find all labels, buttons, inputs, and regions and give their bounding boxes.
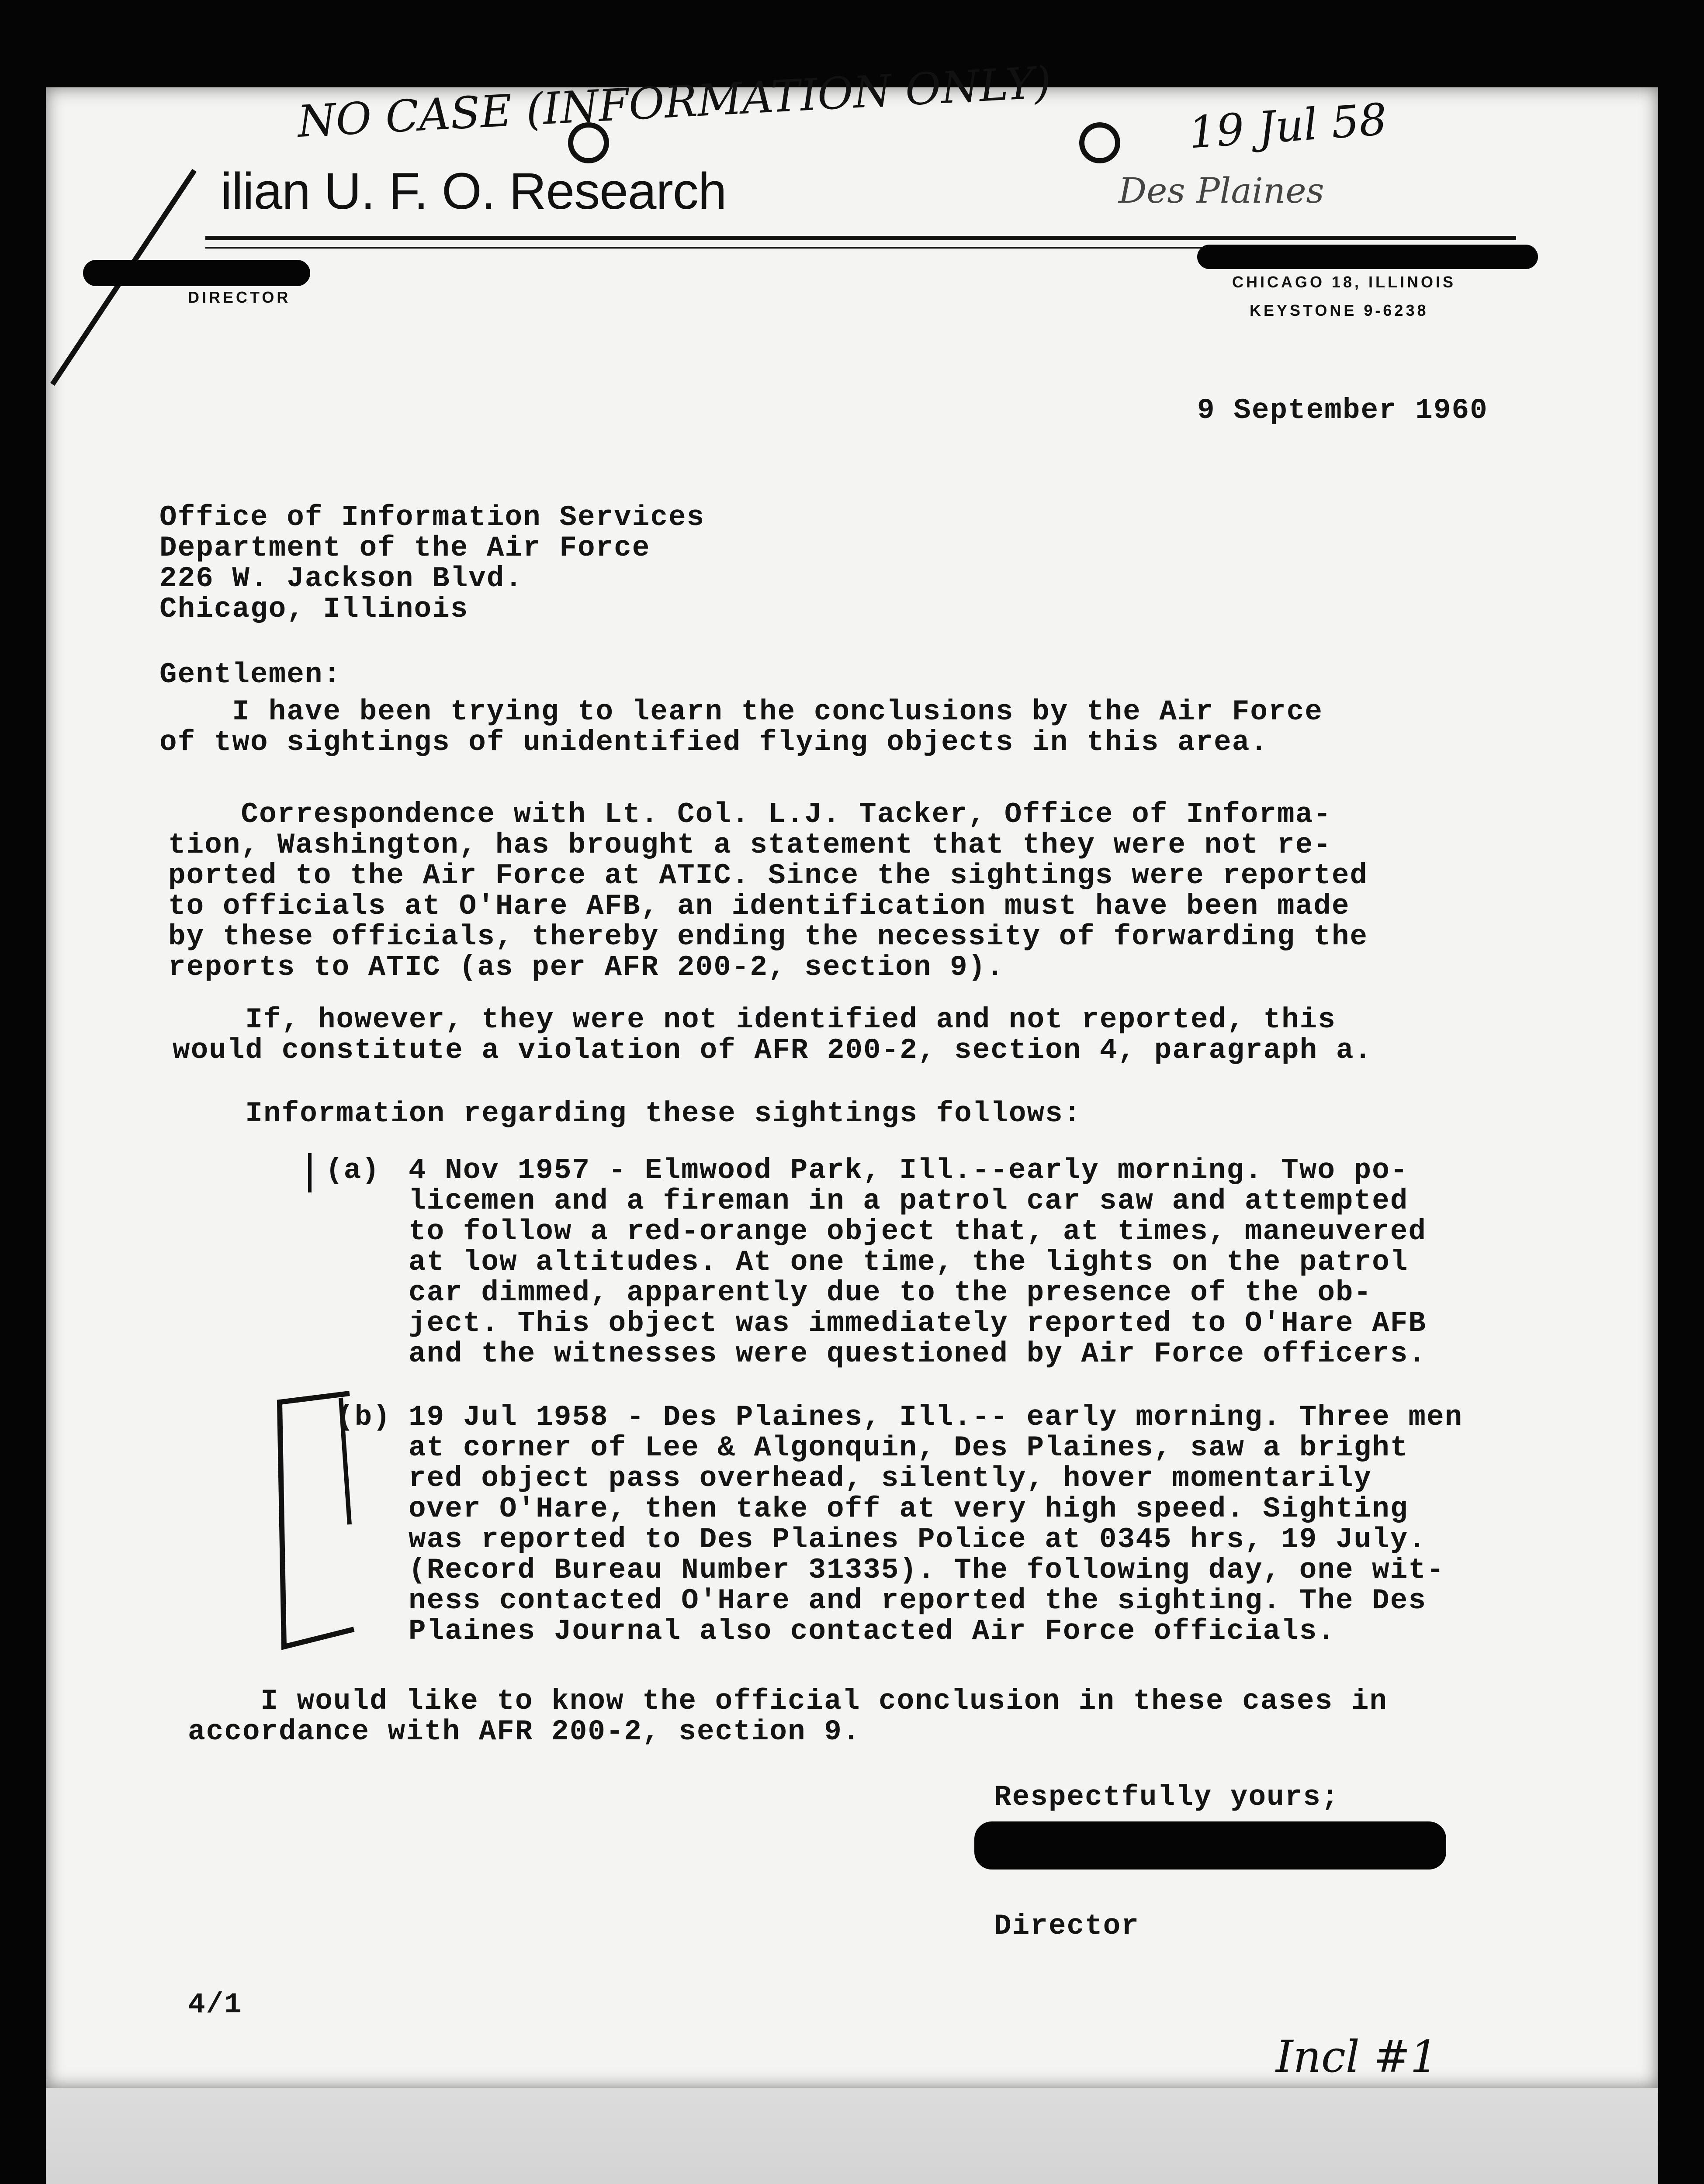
handwritten-case-note: NO CASE (INFORMATION ONLY) xyxy=(296,56,1053,148)
item-line: and the witnesses were questioned by Air Force officers. xyxy=(409,1337,1427,1370)
letterhead-director-caption: DIRECTOR xyxy=(188,288,291,306)
margin-mark-a xyxy=(308,1153,312,1192)
paragraph-line: would constitute a violation of AFR 200-2, section 4, paragraph a. xyxy=(173,1034,1373,1067)
paragraph-line: reports to ATIC (as per AFR 200-2, section 9). xyxy=(168,951,1004,984)
letter-date: 9 September 1960 xyxy=(1197,394,1488,427)
address-line: Department of the Air Force xyxy=(159,532,651,564)
letterhead-phone: KEYSTONE 9-6238 xyxy=(1250,301,1429,319)
item-line: Plaines Journal also contacted Air Force officials. xyxy=(409,1615,1336,1648)
handwritten-inclosure-note: Incl #1 xyxy=(1276,2031,1438,2082)
address-line: Chicago, Illinois xyxy=(159,593,469,625)
page-number: 4/1 xyxy=(188,1988,242,2021)
redacted-address xyxy=(1197,245,1538,269)
punch-hole-right xyxy=(1079,122,1120,163)
address-line: 226 W. Jackson Blvd. xyxy=(159,562,523,595)
redacted-director-name xyxy=(83,260,310,286)
letterhead-rule-top xyxy=(205,236,1516,240)
letterhead-org-name: ilian U. F. O. Research xyxy=(221,162,727,220)
salutation: Gentlemen: xyxy=(159,658,342,691)
signature-title: Director xyxy=(994,1910,1139,1942)
paragraph-line: tion, Washington, has brought a statement that they were not re- xyxy=(168,829,1332,861)
item-line: licemen and a fireman in a patrol car saw and attempted xyxy=(409,1185,1409,1217)
item-line: car dimmed, apparently due to the presence of the ob- xyxy=(409,1276,1372,1309)
paragraph-line: I would like to know the official conclusion in these cases in xyxy=(188,1685,1388,1717)
item-line: 4 Nov 1957 - Elmwood Park, Ill.--early morning. Two po- xyxy=(409,1154,1409,1187)
handwritten-date-note: 19 Jul 58 xyxy=(1187,93,1389,159)
item-line: (Record Bureau Number 31335). The following day, one wit- xyxy=(409,1554,1445,1586)
paragraph-line: by these officials, thereby ending the necessity of forwarding the xyxy=(168,920,1368,953)
paragraph-line: Correspondence with Lt. Col. L.J. Tacker, Office of Informa- xyxy=(168,798,1332,831)
punch-hole-left xyxy=(568,122,609,163)
underlying-page xyxy=(46,2088,1658,2184)
redacted-signature xyxy=(974,1821,1446,1870)
item-line: over O'Hare, then take off at very high speed. Sighting xyxy=(409,1493,1409,1525)
item-line: 19 Jul 1958 - Des Plaines, Ill.-- early morning. Three men xyxy=(409,1401,1463,1434)
item-line: ness contacted O'Hare and reported the sighting. The Des xyxy=(409,1584,1427,1617)
item-a-label: (a) xyxy=(326,1154,380,1187)
address-line: Office of Information Services xyxy=(159,501,705,534)
paragraph-line: to officials at O'Hare AFB, an identification must have been made xyxy=(168,890,1350,923)
paragraph-sightings-intro: Information regarding these sightings follows: xyxy=(173,1097,1082,1130)
item-line: ject. This object was immediately reported to O'Hare AFB xyxy=(409,1307,1427,1340)
closing: Respectfully yours; xyxy=(994,1781,1340,1814)
paragraph-line: If, however, they were not identified and not reported, this xyxy=(173,1003,1336,1036)
item-line: at corner of Lee & Algonquin, Des Plaines, saw a bright xyxy=(409,1431,1409,1464)
item-b-label: (b) xyxy=(336,1401,391,1434)
item-line: was reported to Des Plaines Police at 0345 hrs, 19 July. xyxy=(409,1523,1427,1556)
item-line: red object pass overhead, silently, hover momentarily xyxy=(409,1462,1372,1495)
paragraph-line: ported to the Air Force at ATIC. Since the sightings were reported xyxy=(168,859,1368,892)
handwritten-location-note: Des Plaines xyxy=(1119,170,1324,211)
paragraph-line: I have been trying to learn the conclusions by the Air Force xyxy=(159,695,1323,728)
item-line: at low altitudes. At one time, the lights on the patrol xyxy=(409,1246,1409,1279)
item-line: to follow a red-orange object that, at times, maneuvered xyxy=(409,1215,1427,1248)
letterhead-city: CHICAGO 18, ILLINOIS xyxy=(1232,273,1456,291)
letter-sheet xyxy=(46,87,1658,2088)
paragraph-line: of two sightings of unidentified flying objects in this area. xyxy=(159,726,1268,759)
paragraph-line: accordance with AFR 200-2, section 9. xyxy=(188,1715,861,1748)
